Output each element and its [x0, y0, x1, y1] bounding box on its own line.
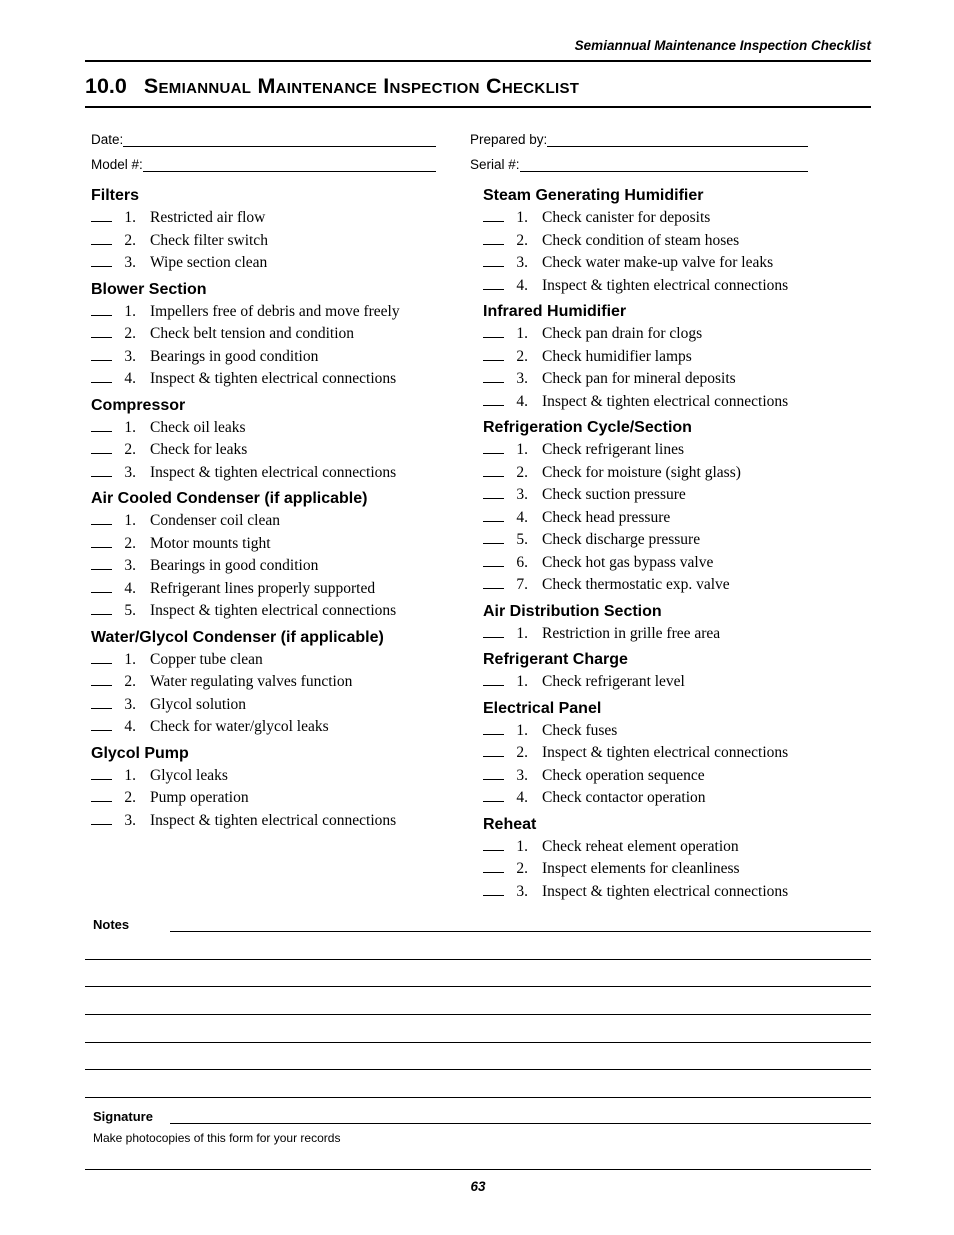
section-title: [85, 73, 871, 99]
checklist-item: [91, 368, 477, 391]
item-text: Check oil leaks: [150, 418, 246, 436]
item-text: Check thermostatic exp. valve: [542, 576, 730, 593]
item-number: 1.: [124, 418, 136, 436]
section-heading: Compressor: [91, 396, 186, 414]
item-text: Check suction pressure: [542, 486, 686, 503]
checklist-item: [91, 600, 477, 623]
check-blank-line: [91, 476, 112, 477]
check-blank-line: [91, 266, 112, 267]
item-text: Bearings in good condition: [150, 557, 319, 574]
check-blank-line: [91, 708, 112, 709]
item-text: Check pan drain for clogs: [542, 325, 703, 342]
check-blank-line: [483, 850, 504, 851]
column-right: [483, 181, 863, 903]
check-blank-line: [483, 453, 504, 454]
section-heading: Infrared Humidifier: [483, 303, 627, 320]
section-number: 10.0: [85, 74, 127, 98]
checklist-item: [91, 230, 477, 253]
item-text: Check refrigerant level: [542, 673, 685, 690]
item-number: 5.: [124, 602, 136, 619]
item-number: 3.: [124, 463, 136, 481]
section-heading: Air Cooled Condenser (if applicable): [91, 490, 368, 507]
check-blank-line: [91, 547, 112, 548]
item-number: 2.: [124, 673, 136, 690]
check-blank-line: [483, 244, 504, 245]
item-text: Glycol solution: [150, 695, 247, 713]
section-title-text: Semiannual Maintenance Inspection Checklist: [143, 74, 580, 98]
check-blank-line: [483, 779, 504, 780]
checklist-item: [91, 649, 477, 672]
model-label: Model #:: [91, 157, 143, 172]
item-number: 3.: [516, 254, 528, 271]
check-blank-line: [483, 756, 504, 757]
checklist-item: [483, 881, 863, 904]
item-text: Check condition of steam hoses: [542, 231, 740, 249]
item-number: 6.: [516, 553, 528, 571]
writing-line: [85, 960, 871, 988]
item-number: 2.: [124, 789, 136, 806]
check-blank-line: [91, 382, 112, 383]
checklist-item: [483, 858, 863, 881]
check-blank-line: [91, 730, 112, 731]
checklist-columns: [85, 181, 871, 903]
item-text: Copper tube clean: [150, 650, 263, 668]
item-number: 1.: [124, 512, 136, 529]
writing-line: [85, 1015, 871, 1043]
check-blank-line: [91, 801, 112, 802]
item-text: Wipe section clean: [150, 254, 268, 271]
check-blank-line: [483, 588, 504, 589]
check-blank-line: [483, 637, 504, 638]
item-number: 3.: [516, 882, 528, 900]
check-blank-line: [91, 524, 112, 525]
item-text: Inspect & tighten electrical connections: [542, 276, 789, 294]
item-text: Check reheat element operation: [542, 837, 739, 855]
item-number: 2.: [516, 231, 528, 249]
item-number: 3.: [124, 347, 136, 365]
item-number: 4.: [516, 392, 528, 410]
check-blank-line: [483, 266, 504, 267]
item-number: 1.: [516, 673, 528, 690]
serial-label: Serial #:: [470, 157, 520, 172]
check-blank-line: [483, 382, 504, 383]
checklist-item: [91, 323, 477, 346]
checklist-item: [483, 529, 863, 552]
item-number: 3.: [516, 486, 528, 503]
checklist-item: [483, 765, 863, 788]
item-number: 1.: [124, 650, 136, 668]
item-text: Check for water/glycol leaks: [150, 718, 329, 735]
checklist-item: [483, 230, 863, 253]
checklist-item: [91, 765, 477, 788]
item-text: Check operation sequence: [542, 766, 705, 784]
check-blank-line: [91, 315, 112, 316]
date-label: Date:: [91, 132, 124, 147]
check-blank-line: [483, 221, 504, 222]
check-blank-line: [483, 337, 504, 338]
item-number: 3.: [124, 811, 136, 829]
prepared-by-blank-line: [547, 132, 808, 147]
item-text: Inspect & tighten electrical connections: [542, 882, 789, 900]
checklist-item: [91, 439, 477, 462]
check-blank-line: [91, 779, 112, 780]
item-text: Inspect & tighten electrical connections: [150, 602, 397, 619]
section-heading: Refrigerant Charge: [483, 651, 628, 668]
checklist-item: [483, 368, 863, 391]
item-number: 2.: [124, 441, 136, 458]
title-rule: [85, 106, 871, 108]
item-number: 1.: [124, 302, 136, 320]
section-heading: Electrical Panel: [483, 699, 602, 717]
item-number: 2.: [516, 744, 528, 761]
check-blank-line: [483, 685, 504, 686]
check-blank-line: [91, 592, 112, 593]
item-text: Inspect & tighten electrical connections: [150, 370, 397, 387]
section-heading: Water/Glycol Condenser (if applicable): [91, 628, 384, 646]
check-blank-line: [483, 872, 504, 873]
item-number: 2.: [124, 325, 136, 342]
item-text: Check refrigerant lines: [542, 441, 685, 458]
item-number: 1.: [516, 325, 528, 342]
item-text: Check belt tension and condition: [150, 325, 355, 342]
item-number: 4.: [516, 508, 528, 526]
check-blank-line: [483, 801, 504, 802]
check-blank-line: [483, 289, 504, 290]
check-blank-line: [483, 895, 504, 896]
check-blank-line: [91, 244, 112, 245]
checklist-item: [483, 671, 863, 694]
item-number: 3.: [124, 695, 136, 713]
item-number: 4.: [124, 579, 136, 597]
section-heading: Blower Section: [91, 280, 207, 298]
checklist-item: [91, 417, 477, 440]
model-field: [91, 157, 436, 172]
checklist-item: [91, 207, 477, 230]
item-text: Inspect & tighten electrical connections: [542, 392, 789, 410]
notes-label: Notes: [93, 917, 130, 932]
item-number: 5.: [516, 531, 528, 548]
signature-label: Signature: [93, 1109, 153, 1125]
item-text: Water regulating valves function: [150, 673, 353, 690]
item-text: Check head pressure: [542, 508, 671, 526]
checklist-item: [483, 462, 863, 485]
column-left: [91, 181, 477, 832]
checklist-item: [91, 533, 477, 556]
checklist-item: [483, 787, 863, 810]
serial-field: [470, 157, 808, 172]
item-number: 1.: [124, 209, 136, 226]
item-text: Impellers free of debris and move freely: [150, 302, 400, 320]
checklist-item: [483, 742, 863, 765]
header-rule: [85, 60, 871, 62]
item-number: 2.: [516, 860, 528, 877]
item-text: Pump operation: [150, 789, 249, 806]
notes-line: [170, 931, 871, 932]
item-number: 4.: [124, 370, 136, 387]
item-number: 3.: [516, 370, 528, 387]
check-blank-line: [483, 360, 504, 361]
check-blank-line: [483, 734, 504, 735]
signature-row: [85, 1098, 871, 1124]
item-text: Check fuses: [542, 721, 618, 739]
checklist-item: [483, 391, 863, 414]
checklist-item: [483, 720, 863, 743]
item-number: 7.: [516, 576, 528, 593]
checklist-item: [483, 439, 863, 462]
checklist-item: [483, 507, 863, 530]
section-heading: Steam Generating Humidifier: [483, 187, 704, 204]
check-blank-line: [483, 405, 504, 406]
checklist-item: [91, 252, 477, 275]
checklist-item: [91, 787, 477, 810]
section-heading: Filters: [91, 187, 140, 204]
signature-line: [170, 1123, 871, 1124]
check-blank-line: [91, 360, 112, 361]
item-text: Restricted air flow: [150, 209, 266, 226]
item-number: 2.: [516, 347, 528, 365]
section-heading: Glycol Pump: [91, 744, 189, 762]
item-text: Check for moisture (sight glass): [542, 463, 741, 481]
prepared-by-field: [470, 132, 808, 147]
item-text: Condenser coil clean: [150, 512, 280, 529]
model-blank-line: [143, 157, 436, 172]
item-number: 1.: [516, 624, 528, 642]
item-text: Check canister for deposits: [542, 209, 711, 226]
checklist-item: [91, 462, 477, 485]
checklist-item: [483, 275, 863, 298]
checklist-item: [91, 716, 477, 739]
item-text: Check pan for mineral deposits: [542, 370, 736, 387]
checklist-item: [91, 301, 477, 324]
writing-line: [85, 1043, 871, 1071]
check-blank-line: [91, 221, 112, 222]
item-text: Glycol leaks: [150, 766, 228, 784]
item-text: Check hot gas bypass valve: [542, 553, 714, 571]
check-blank-line: [91, 431, 112, 432]
check-blank-line: [483, 566, 504, 567]
item-text: Check humidifier lamps: [542, 347, 692, 365]
date-blank-line: [123, 132, 436, 147]
check-blank-line: [91, 337, 112, 338]
checklist-item: [483, 323, 863, 346]
writing-line: [85, 1070, 871, 1098]
photocopy-note: Make photocopies of this form for your records: [93, 1131, 341, 1146]
form-row-1: [85, 122, 871, 147]
section-heading: Reheat: [483, 815, 537, 833]
checklist-item: [91, 694, 477, 717]
checklist-item: [483, 552, 863, 575]
check-blank-line: [91, 453, 112, 454]
checklist-item: [483, 623, 863, 646]
checklist-item: [483, 346, 863, 369]
item-text: Bearings in good condition: [150, 347, 319, 365]
item-text: Refrigerant lines properly supported: [150, 579, 376, 597]
checklist-item: [91, 810, 477, 833]
item-text: Restriction in grille free area: [542, 624, 721, 642]
check-blank-line: [91, 685, 112, 686]
checklist-item: [483, 484, 863, 507]
checklist-item: [483, 836, 863, 859]
checklist-item: [483, 574, 863, 597]
item-number: 4.: [516, 276, 528, 294]
section-heading: Refrigeration Cycle/Section: [483, 419, 692, 436]
item-text: Inspect elements for cleanliness: [542, 860, 740, 877]
item-number: 1.: [516, 441, 528, 458]
item-text: Inspect & tighten electrical connections: [542, 744, 789, 761]
notes-writing-area: [85, 932, 871, 1098]
item-text: Inspect & tighten electrical connections: [150, 463, 397, 481]
item-number: 1.: [516, 837, 528, 855]
check-blank-line: [483, 543, 504, 544]
item-text: Inspect & tighten electrical connections: [150, 811, 397, 829]
check-blank-line: [91, 569, 112, 570]
item-number: 1.: [516, 721, 528, 739]
item-number: 1.: [124, 766, 136, 784]
notes-row: [85, 911, 871, 932]
checklist-item: [91, 671, 477, 694]
serial-blank-line: [520, 157, 808, 172]
checklist-item: [91, 346, 477, 369]
item-number: 3.: [516, 766, 528, 784]
page-number: 63: [470, 1179, 486, 1195]
running-head: Semiannual Maintenance Inspection Checklist: [574, 38, 871, 53]
check-blank-line: [483, 521, 504, 522]
check-blank-line: [483, 498, 504, 499]
form-row-2: [85, 147, 871, 172]
item-number: 4.: [124, 718, 136, 735]
checklist-item: [483, 207, 863, 230]
footer-rule: [85, 1169, 871, 1170]
checklist-item: [91, 578, 477, 601]
writing-line: [85, 987, 871, 1015]
check-blank-line: [91, 614, 112, 615]
item-text: Check contactor operation: [542, 789, 706, 806]
item-text: Check filter switch: [150, 231, 268, 249]
item-text: Check for leaks: [150, 441, 248, 458]
check-blank-line: [91, 824, 112, 825]
item-number: 4.: [516, 789, 528, 806]
checklist-item: [91, 510, 477, 533]
item-number: 3.: [124, 557, 136, 574]
writing-line: [85, 932, 871, 960]
form-header: [85, 122, 871, 172]
item-number: 2.: [124, 534, 136, 552]
date-field: [91, 132, 436, 147]
item-text: Check water make-up valve for leaks: [542, 254, 774, 271]
item-text: Check discharge pressure: [542, 531, 701, 548]
item-number: 2.: [516, 463, 528, 481]
section-heading: Air Distribution Section: [483, 602, 662, 620]
checklist-item: [91, 555, 477, 578]
prepared-by-label: Prepared by:: [470, 132, 548, 147]
item-number: 2.: [124, 231, 136, 249]
item-text: Motor mounts tight: [150, 534, 271, 552]
checklist-item: [483, 252, 863, 275]
check-blank-line: [483, 476, 504, 477]
item-number: 1.: [516, 209, 528, 226]
check-blank-line: [91, 663, 112, 664]
item-number: 3.: [124, 254, 136, 271]
